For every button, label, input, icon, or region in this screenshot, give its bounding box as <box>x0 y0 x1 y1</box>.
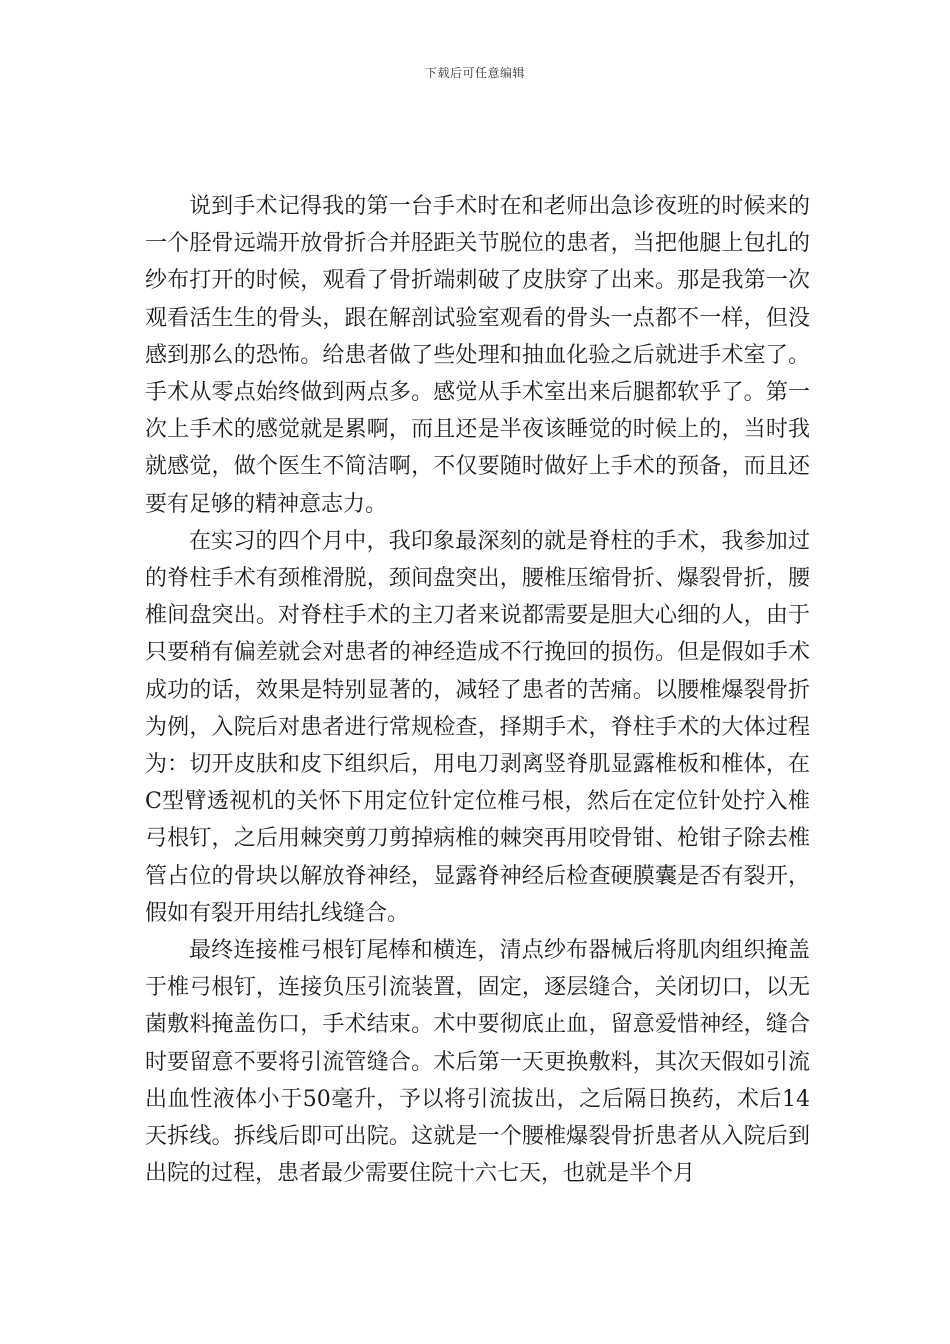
paragraph-2: 在实习的四个月中，我印象最深刻的就是脊柱的手术，我参加过的脊柱手术有颈椎滑脱，颈间盘突出，腰椎压缩骨折、爆裂骨折，腰椎间盘突出。对脊柱手术的主刀者来说都需要是胆大心细的人，由于只要稍有偏差就会对患者的神经造成不行挽回的损伤。但是假如手术成功的话，效果是特别显著的，减轻了患者的苦痛。以腰椎爆裂骨折为例，入院后对患者进行常规检查，择期手术，脊柱手术的大体过程为：切开皮肤和皮下组织后，用电刀剥离竖脊肌显露椎板和椎体，在C型臂透视机的关怀下用定位针定位椎弓根，然后在定位针处拧入椎弓根钉，之后用棘突剪刀剪掉病椎的棘突再用咬骨钳、枪钳子除去椎管占位的骨块以解放脊神经，显露脊神经后检查硬膜囊是否有裂开，假如有裂开用结扎线缝合。 <box>145 528 810 926</box>
paragraph-1: 说到手术记得我的第一台手术时在和老师出急诊夜班的时候来的一个胫骨远端开放骨折合并胫距关节脱位的患者，当把他腿上包扎的纱布打开的时候，观看了骨折端刺破了皮肤穿了出来。那是我第一次观看活生生的骨头，跟在解剖试验室观看的骨头一点都不一样，但没感到那么的恐怖。给患者做了些处理和抽血化验之后就进手术室了。手术从零点始终做到两点多。感觉从手术室出来后腿都软乎了。第一次上手术的感觉就是累啊，而且还是半夜该睡觉的时候上的，当时我就感觉，做个医生不简洁啊，不仅要随时做好上手术的预备，而且还要有足够的精神意志力。 <box>145 194 810 517</box>
document-body <box>145 188 810 1192</box>
paragraph-3: 最终连接椎弓根钉尾棒和横连，清点纱布器械后将肌肉组织掩盖于椎弓根钉，连接负压引流装置，固定，逐层缝合，关闭切口，以无菌敷料掩盖伤口，手术结束。术中要彻底止血，留意爱惜神经，缝合时要留意不要将引流管缝合。术后第一天更换敷料，其次天假如引流出血性液体小于50毫升，予以将引流拔出，之后隔日换药，术后14天拆线。拆线后即可出院。这就是一个腰椎爆裂骨折患者从入院后到出院的过程，患者最少需要住院十六七天，也就是半个月 <box>145 938 810 1187</box>
page-header: 下载后可任意编辑 <box>424 66 525 80</box>
